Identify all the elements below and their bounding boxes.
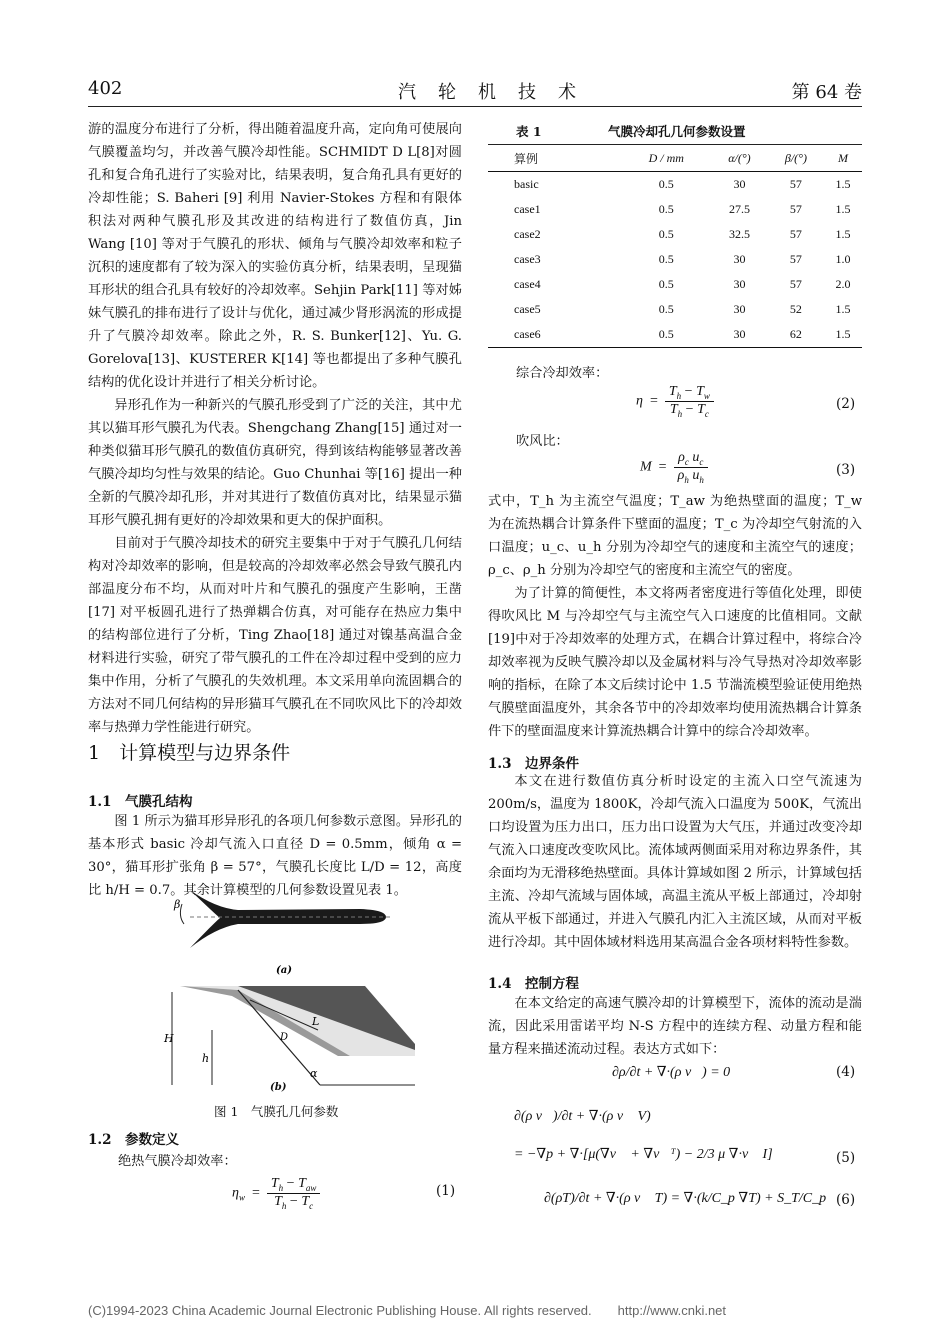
- paragraph: 目前对于气膜冷却技术的研究主要集中于对于气膜孔几何结构对冷却效率的影响，但是较高的冷却效率必然会导致气膜孔内部温度分布不均，从而对叶片和气膜孔的强度产生影响，王凿[17] 对平板圆孔进行了热弹耦合仿真，对可能存在热应力集中的结构部位进行了分析，Ting Zhao[18] 通过对镍基高温合金材料进行实验，研究了带气膜孔的工件在冷却过程中受到的应力集中作用，分析了气膜孔的失效机理。本文采用单向流固耦合的方法对不同几何结构的异形猫耳气膜孔在不同吹风比下的冷却效率与热弹力学性能进行研究。: [88, 536, 462, 735]
- table-row: case5 0.5 30 52 1.5: [514, 302, 851, 316]
- figure-label-H: H: [164, 1032, 174, 1045]
- table-top-rule: [488, 144, 862, 145]
- table-header-row: [488, 146, 862, 172]
- paragraph: 图 1 所示为猫耳形异形孔的各项几何参数示意图。异形孔的基本形式 basic 冷却气流入口直径 D = 0.5mm，倾角 α = 30°，猫耳形扩张角 β = 57°，气膜孔长度比 L/D = 12，高度比 h/H = 0.7。其余计算模型的几何参数设置见表 1。: [88, 814, 462, 898]
- equation-3-number: (3): [836, 462, 856, 478]
- equation-5a: ∂(ρ v⃗)/∂t + ∇·(ρ v⃗ V): [514, 1109, 651, 1124]
- figure-label-a: (a): [276, 965, 292, 976]
- table-row: case4 0.5 30 57 2.0: [514, 277, 851, 291]
- volume-label: 第 64 卷: [791, 82, 862, 103]
- subsection-1-3-body: [488, 770, 862, 954]
- figure-1a-shape: [180, 890, 392, 948]
- paragraph: 为了计算的简便性，本文将两者密度进行等值化处理，即使得吹风比 M 与冷却空气与主流空气入口速度的比值相同。文献[19]中对于冷却效率的处理方式，在耦合计算过程中，将综合冷却效率视为反映气膜冷却以及金属材料与冷气导热对冷却效率影响的指标，在除了本文后续讨论中 1.5 节湍流模型验证使用绝热气膜壁面温度外，其余各节中的冷却效率均使用流热耦合计算条件下的壁面温度来计算流热耦合计算中的综合冷却效率。: [488, 586, 862, 739]
- eq3-label: 吹风比：: [516, 434, 569, 449]
- subsection-1-2-title: 1.2 参数定义: [88, 1132, 179, 1148]
- table-1-title: 气膜冷却孔几何参数设置: [608, 124, 746, 139]
- subsection-1-1-title: 1.1 气膜孔结构: [88, 794, 193, 810]
- equation-3: M = $\frac{\rho_c u_c}{\rho_h u_h}$: [640, 450, 708, 485]
- equation-5b: = −∇p + ∇·[μ(∇v⃗ + ∇v⃗ᵀ) − 2/3 μ ∇·v⃗ I]: [514, 1147, 773, 1162]
- figure-label-alpha: α: [310, 1067, 318, 1080]
- equation-4-number: (4): [836, 1064, 856, 1080]
- table-header: β/(°): [768, 146, 824, 172]
- eq2-label: 综合冷却效率：: [516, 366, 609, 381]
- table-header: D / mm: [621, 146, 711, 172]
- equation-2: η = $\frac{T_h - T_w}{T_h - T_c}$: [636, 384, 714, 419]
- table-header: 算例: [488, 146, 621, 172]
- figure-label-h: h: [202, 1052, 210, 1065]
- right-column-body-1: [488, 490, 862, 743]
- table-row: case3 0.5 30 57 1.0: [514, 252, 851, 266]
- table-row: case1 0.5 27.5 57 1.5: [514, 202, 851, 216]
- header-rule: [88, 106, 862, 107]
- table-1-label: 表 1: [516, 124, 542, 139]
- subsection-1-3-title: 1.3 边界条件: [488, 756, 579, 772]
- paragraph: 在本文给定的高速气膜冷却的计算模型下，流体的流动是湍流，因此采用雷诺平均 N-S 方程中的连续方程、动量方程和能量方程来描述流动过程。表达方式如下：: [488, 996, 862, 1057]
- figure-1-caption: 图 1 气膜孔几何参数: [214, 1104, 339, 1119]
- paragraph: 本文在进行数值仿真分析时设定的主流入口空气流速为 200m/s，温度为 1800K，冷却气流入口温度为 500K，气流出口均设置为压力出口，压力出口设置为大气压，并通过改变冷却气流入口速度改变吹风比。流体域两侧面采用对称边界条件，其余面均为无滑移绝热壁面。具体计算域如图 2 所示，计算域包括主流、冷却气流域与固体域，高温主流从平板上部通过，冷却射流从平板下部通过，并进入气膜孔内汇入主流区域，从而对平板进行冷却。其中固体域材料选用某高温合金各项材料特性参数。: [488, 774, 862, 950]
- equation-4: ∂ρ/∂t + ∇·(ρ v⃗) = 0: [612, 1065, 731, 1080]
- subsection-1-4-body: [488, 992, 862, 1061]
- copyright-footer: (C)1994-2023 China Academic Journal Electronic Publishing House. All rights reserved. http://www.cnki.net: [88, 1303, 727, 1318]
- page-number: 402: [88, 78, 123, 99]
- table-1: [488, 146, 862, 348]
- equation-6-number: (6): [836, 1192, 856, 1208]
- equation-1-number: (1): [436, 1183, 456, 1199]
- paragraph: 游的温度分布进行了分析，得出随着温度升高，定向角可使展向气膜覆盖均匀，并改善气膜冷却性能。SCHMIDT D L[8]对圆孔和复合角孔进行了实验对比，结果表明，复合角孔具有更好的冷却性能；S. Baheri [9] 利用 Navier-Stokes 方程和有限体积法对两种气膜孔形及其改进的结构进行了数值仿真，Jin Wang [10] 等对于气膜孔的形状、倾角与气膜冷却效率和粒子沉积的速度都有了较为深入的实验仿真分析，结果表明，呈现猫耳形状的组合孔具有较好的冷却效率。Sehjin Park[11] 等对姊妹气膜孔的排布进行了设计与优化，通过减少肾形涡流的形成提升了气膜冷却效率。除此之外，R. S. Bunker[12]、Yu. G. Gorelova[13]、KUSTERER K[14] 等也都提出了多种气膜孔结构的优化设计并进行了相关分析讨论。: [88, 122, 462, 390]
- figure-1: [160, 880, 420, 1090]
- figure-label-b: (b): [270, 1082, 287, 1093]
- journal-title: 汽 轮 机 技 术: [398, 82, 578, 103]
- figure-label-L: L: [312, 1015, 320, 1028]
- equation-1: $\eta_w$ = $\frac{T_h - T_{aw}}{T_h - T_c}$: [232, 1176, 320, 1211]
- paragraph: 异形孔作为一种新兴的气膜孔形受到了广泛的关注，其中尤其以猫耳形气膜孔为代表。Shengchang Zhang[15] 通过对一种类似猫耳形气膜孔的数值仿真研究，得到该结构能够显著改善气膜冷却均匀性与效果的结论。Guo Chunhai 等[16] 提出一种全新的气膜冷却孔形，并对其进行了数值仿真对比，结果显示猫耳形气膜孔拥有更好的冷却效果和更大的保护面积。: [88, 398, 462, 528]
- equation-5-number: (5): [836, 1150, 856, 1166]
- equation-6: ∂(ρT)/∂t + ∇·(ρ v⃗ T) = ∇·(k/C_p ∇T) + S_T/C_p: [544, 1191, 827, 1206]
- figure-1b-shape: [172, 986, 415, 1085]
- table-row: case6 0.5 30 62 1.5: [488, 322, 862, 348]
- table-row: case2 0.5 32.5 57 1.5: [514, 227, 851, 241]
- figure-label-beta: β: [174, 898, 181, 911]
- table-header: M: [824, 146, 862, 172]
- eq1-label: 绝热气膜冷却效率：: [118, 1154, 237, 1169]
- table-header: α/(°): [711, 146, 768, 172]
- left-column: [88, 118, 462, 739]
- paragraph: 式中，T_h 为主流空气温度；T_aw 为绝热壁面的温度；T_w 为在流热耦合计算条件下壁面的温度；T_c 为冷却空气射流的入口温度；u_c、u_h 分别为冷却空气的速度和主流空气的速度；ρ_c、ρ_h 分别为冷却空气的密度和主流空气的密度。: [488, 494, 862, 578]
- subsection-1-4-title: 1.4 控制方程: [488, 976, 579, 992]
- figure-label-D: D: [280, 1032, 289, 1043]
- section-1-title: 1 计算模型与边界条件: [88, 742, 291, 764]
- equation-2-number: (2): [836, 396, 856, 412]
- table-row: basic 0.5 30 57 1.5: [514, 177, 851, 191]
